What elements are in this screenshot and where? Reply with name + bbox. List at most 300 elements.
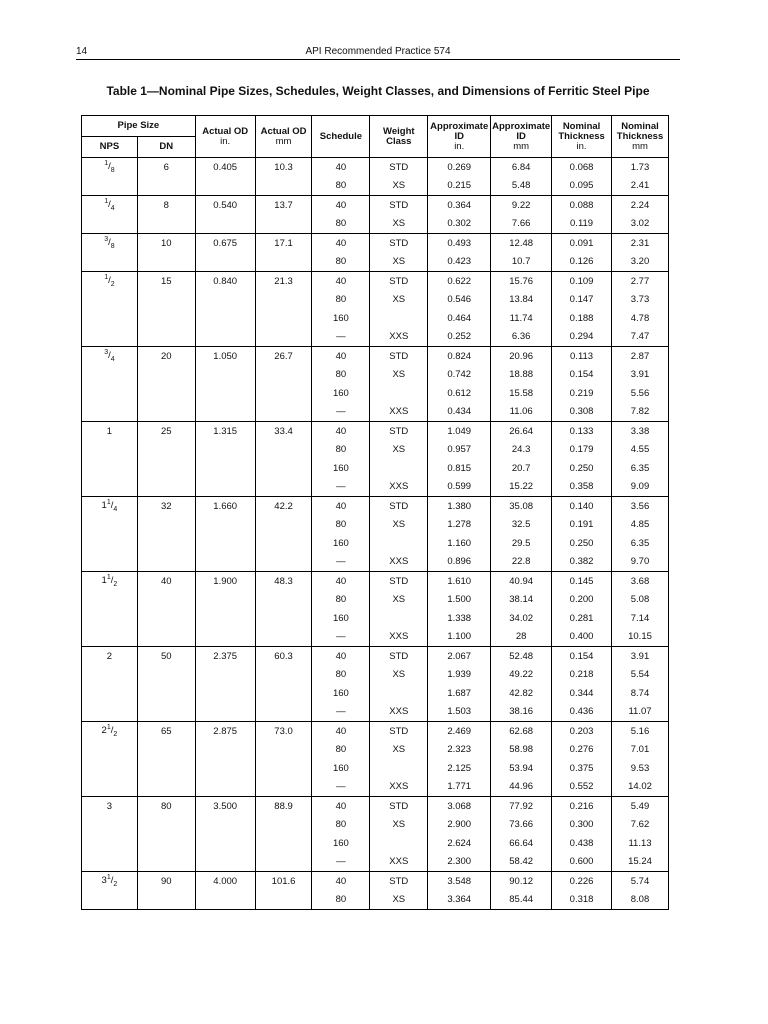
actual-od-mm-cell [255, 253, 312, 272]
approx-id-mm-cell: 62.68 [491, 722, 552, 741]
approx-id-in-cell: 0.546 [428, 291, 491, 310]
nominal-thickness-in-cell: 0.154 [552, 647, 612, 666]
table-row [82, 196, 669, 215]
weight-class-cell: STD [370, 158, 428, 177]
dn-cell [137, 366, 195, 385]
approx-id-in-cell: 0.742 [428, 366, 491, 385]
weight-class-cell: XXS [370, 478, 428, 497]
approx-id-in-cell: 0.215 [428, 177, 491, 196]
weight-class-cell: STD [370, 497, 428, 516]
nominal-thickness-mm-cell: 2.31 [612, 234, 669, 253]
table-row [82, 628, 669, 647]
dn-cell [137, 609, 195, 628]
actual-od-in-cell [195, 291, 255, 310]
nominal-thickness-in-cell: 0.218 [552, 666, 612, 685]
nps-cell: $1^1/_4$ [82, 497, 138, 516]
schedule-cell: 40 [312, 234, 370, 253]
approx-id-in-cell: 1.380 [428, 497, 491, 516]
approx-id-mm-cell: 29.5 [491, 534, 552, 553]
approx-id-in-cell: 0.957 [428, 441, 491, 460]
nominal-thickness-mm-cell: 9.70 [612, 553, 669, 572]
schedule-cell: — [312, 328, 370, 347]
weight-class-cell: STD [370, 722, 428, 741]
approx-id-mm-cell: 22.8 [491, 553, 552, 572]
actual-od-mm-cell [255, 703, 312, 722]
actual-od-in-cell [195, 609, 255, 628]
nps-cell [82, 666, 138, 685]
nominal-thickness-in-cell: 0.145 [552, 572, 612, 591]
table-row [82, 553, 669, 572]
nominal-thickness-in-cell: 0.438 [552, 834, 612, 853]
nominal-thickness-mm-cell: 7.47 [612, 328, 669, 347]
actual-od-in-cell: 2.375 [195, 647, 255, 666]
approx-id-mm-cell: 42.82 [491, 684, 552, 703]
nominal-thickness-in-cell: 0.226 [552, 872, 612, 891]
actual-od-mm-cell: 73.0 [255, 722, 312, 741]
schedule-cell: 160 [312, 609, 370, 628]
actual-od-in-cell: 1.900 [195, 572, 255, 591]
weight-class-cell [370, 759, 428, 778]
actual-od-in-cell [195, 384, 255, 403]
dn-cell [137, 778, 195, 797]
schedule-cell: 80 [312, 816, 370, 835]
actual-od-mm-cell [255, 516, 312, 535]
schedule-cell: 40 [312, 158, 370, 177]
approx-id-in-cell: 2.067 [428, 647, 491, 666]
actual-od-in-cell [195, 516, 255, 535]
actual-od-in-cell: 0.540 [195, 196, 255, 215]
nominal-thickness-mm-cell: 5.56 [612, 384, 669, 403]
nominal-thickness-in-cell: 0.436 [552, 703, 612, 722]
nps-cell [82, 816, 138, 835]
weight-class-cell: XXS [370, 553, 428, 572]
actual-od-in-cell: 1.050 [195, 347, 255, 366]
schedule-cell: 40 [312, 347, 370, 366]
actual-od-mm-cell [255, 553, 312, 572]
nominal-thickness-in-cell: 0.281 [552, 609, 612, 628]
nominal-thickness-in-cell: 0.191 [552, 516, 612, 535]
actual-od-in-cell [195, 309, 255, 328]
approx-id-in-cell: 1.610 [428, 572, 491, 591]
actual-od-in-cell: 4.000 [195, 872, 255, 891]
weight-class-cell [370, 684, 428, 703]
dn-cell [137, 741, 195, 760]
dn-cell [137, 684, 195, 703]
dn-cell [137, 591, 195, 610]
weight-class-cell [370, 309, 428, 328]
dn-cell [137, 834, 195, 853]
actual-od-mm-cell [255, 384, 312, 403]
nominal-thickness-in-cell: 0.188 [552, 309, 612, 328]
approx-id-mm-cell: 32.5 [491, 516, 552, 535]
nps-cell: $^3/_8$ [82, 234, 138, 253]
actual-od-mm-cell [255, 591, 312, 610]
approx-id-in-header: Approximate ID in. [428, 116, 491, 158]
nominal-thickness-in-header: Nominal Thickness in. [552, 116, 612, 158]
nominal-thickness-in-cell: 0.294 [552, 328, 612, 347]
nominal-thickness-in-cell: 0.088 [552, 196, 612, 215]
dn-cell: 25 [137, 422, 195, 441]
schedule-cell: 160 [312, 384, 370, 403]
nps-cell: $^1/_4$ [82, 196, 138, 215]
approx-id-in-cell: 1.278 [428, 516, 491, 535]
approx-id-mm-cell: 12.48 [491, 234, 552, 253]
schedule-cell: — [312, 853, 370, 872]
nps-cell [82, 291, 138, 310]
approx-id-mm-cell: 28 [491, 628, 552, 647]
nominal-thickness-mm-cell: 6.35 [612, 459, 669, 478]
nps-cell [82, 553, 138, 572]
approx-id-mm-cell: 20.7 [491, 459, 552, 478]
nominal-thickness-mm-cell: 3.91 [612, 366, 669, 385]
dn-cell [137, 534, 195, 553]
table-row [82, 158, 669, 177]
actual-od-in-cell [195, 834, 255, 853]
nps-cell [82, 684, 138, 703]
nps-cell [82, 384, 138, 403]
schedule-cell: 80 [312, 891, 370, 910]
nominal-thickness-mm-cell: 8.08 [612, 891, 669, 910]
actual-od-mm-cell [255, 853, 312, 872]
approx-id-mm-cell: 20.96 [491, 347, 552, 366]
actual-od-in-cell [195, 741, 255, 760]
weight-class-cell: XS [370, 441, 428, 460]
actual-od-in-cell [195, 853, 255, 872]
dn-cell: 10 [137, 234, 195, 253]
actual-od-mm-cell [255, 403, 312, 422]
nominal-thickness-mm-cell: 6.35 [612, 534, 669, 553]
actual-od-mm-cell [255, 441, 312, 460]
actual-od-in-cell [195, 215, 255, 234]
weight-class-cell [370, 609, 428, 628]
nominal-thickness-mm-cell: 7.62 [612, 816, 669, 835]
table-row [82, 572, 669, 591]
dn-cell [137, 759, 195, 778]
nominal-thickness-mm-cell: 3.68 [612, 572, 669, 591]
approx-id-mm-cell: 13.84 [491, 291, 552, 310]
table-row [82, 872, 669, 891]
nps-cell: 2 [82, 647, 138, 666]
actual-od-mm-cell [255, 366, 312, 385]
weight-class-cell: XXS [370, 778, 428, 797]
table-row [82, 177, 669, 196]
table-row [82, 478, 669, 497]
actual-od-in-cell [195, 628, 255, 647]
nominal-thickness-in-cell: 0.250 [552, 459, 612, 478]
table-row [82, 366, 669, 385]
schedule-cell: 40 [312, 196, 370, 215]
dn-cell [137, 253, 195, 272]
approx-id-mm-cell: 35.08 [491, 497, 552, 516]
header-rule [76, 59, 680, 60]
schedule-cell: 40 [312, 722, 370, 741]
table-row [82, 666, 669, 685]
table-row [82, 441, 669, 460]
nominal-thickness-mm-cell: 5.74 [612, 872, 669, 891]
schedule-cell: 80 [312, 741, 370, 760]
weight-class-cell: XS [370, 591, 428, 610]
table-row [82, 215, 669, 234]
weight-class-cell: XS [370, 291, 428, 310]
actual-od-in-cell [195, 478, 255, 497]
approx-id-mm-cell: 40.94 [491, 572, 552, 591]
table-row [82, 797, 669, 816]
actual-od-in-cell [195, 891, 255, 910]
table-row [82, 891, 669, 910]
dn-cell [137, 703, 195, 722]
table-row [82, 684, 669, 703]
table-row [82, 422, 669, 441]
table-row [82, 609, 669, 628]
dn-cell [137, 553, 195, 572]
nps-cell [82, 459, 138, 478]
actual-od-in-cell [195, 816, 255, 835]
actual-od-in-cell: 0.675 [195, 234, 255, 253]
nps-cell: $2^1/_2$ [82, 722, 138, 741]
approx-id-mm-cell: 38.16 [491, 703, 552, 722]
nominal-thickness-mm-cell: 7.01 [612, 741, 669, 760]
nps-cell [82, 741, 138, 760]
approx-id-in-cell: 0.364 [428, 196, 491, 215]
actual-od-mm-cell [255, 478, 312, 497]
approx-id-in-cell: 0.493 [428, 234, 491, 253]
approx-id-in-cell: 1.160 [428, 534, 491, 553]
nominal-thickness-mm-cell: 5.49 [612, 797, 669, 816]
nominal-thickness-mm-cell: 1.73 [612, 158, 669, 177]
schedule-cell: 40 [312, 497, 370, 516]
dn-cell: 32 [137, 497, 195, 516]
nominal-thickness-mm-cell: 7.82 [612, 403, 669, 422]
approx-id-in-cell: 1.100 [428, 628, 491, 647]
actual-od-mm-cell: 26.7 [255, 347, 312, 366]
weight-class-cell: STD [370, 234, 428, 253]
approx-id-mm-cell: 90.12 [491, 872, 552, 891]
nps-cell: $3^1/_2$ [82, 872, 138, 891]
approx-id-in-cell: 1.338 [428, 609, 491, 628]
dn-cell: 65 [137, 722, 195, 741]
actual-od-in-cell [195, 703, 255, 722]
nominal-thickness-mm-cell: 2.87 [612, 347, 669, 366]
approx-id-in-cell: 0.269 [428, 158, 491, 177]
approx-id-mm-cell: 73.66 [491, 816, 552, 835]
nominal-thickness-in-cell: 0.600 [552, 853, 612, 872]
weight-class-cell: STD [370, 272, 428, 291]
nominal-thickness-mm-cell: 4.85 [612, 516, 669, 535]
nps-cell [82, 759, 138, 778]
table-title: Table 1—Nominal Pipe Sizes, Schedules, Weight Classes, and Dimensions of Ferritic Steel Pipe [106, 84, 650, 98]
nominal-thickness-mm-cell: 10.15 [612, 628, 669, 647]
approx-id-mm-cell: 26.64 [491, 422, 552, 441]
approx-id-in-cell: 3.548 [428, 872, 491, 891]
dn-cell [137, 441, 195, 460]
approx-id-in-cell: 0.464 [428, 309, 491, 328]
nominal-thickness-in-cell: 0.318 [552, 891, 612, 910]
weight-class-header: Weight Class [370, 116, 428, 158]
approx-id-in-cell: 1.687 [428, 684, 491, 703]
table-row [82, 853, 669, 872]
actual-od-mm-cell: 42.2 [255, 497, 312, 516]
dn-cell [137, 478, 195, 497]
schedule-cell: 80 [312, 253, 370, 272]
table-row [82, 703, 669, 722]
schedule-cell: 40 [312, 272, 370, 291]
dn-cell [137, 215, 195, 234]
actual-od-mm-cell [255, 534, 312, 553]
table-row [82, 328, 669, 347]
running-title: API Recommended Practice 574 [305, 46, 451, 57]
weight-class-cell: STD [370, 572, 428, 591]
nominal-thickness-in-cell: 0.113 [552, 347, 612, 366]
actual-od-in-cell [195, 591, 255, 610]
dn-cell: 80 [137, 797, 195, 816]
nominal-thickness-mm-cell: 5.54 [612, 666, 669, 685]
schedule-cell: — [312, 478, 370, 497]
nominal-thickness-mm-cell: 9.53 [612, 759, 669, 778]
nominal-thickness-mm-cell: 15.24 [612, 853, 669, 872]
actual-od-mm-cell [255, 628, 312, 647]
table-body [82, 158, 669, 910]
page-number: 14 [76, 46, 88, 57]
approx-id-mm-cell: 11.06 [491, 403, 552, 422]
nominal-thickness-mm-cell: 4.55 [612, 441, 669, 460]
nominal-thickness-mm-header: Nominal Thickness mm [612, 116, 669, 158]
actual-od-mm-cell: 13.7 [255, 196, 312, 215]
nps-cell: 1 [82, 422, 138, 441]
table-row [82, 234, 669, 253]
actual-od-mm-cell [255, 816, 312, 835]
actual-od-in-cell: 1.660 [195, 497, 255, 516]
nps-cell [82, 778, 138, 797]
actual-od-in-cell [195, 403, 255, 422]
weight-class-cell [370, 834, 428, 853]
table-row [82, 497, 669, 516]
actual-od-mm-cell [255, 891, 312, 910]
nps-cell: $1^1/_2$ [82, 572, 138, 591]
nominal-thickness-in-cell: 0.179 [552, 441, 612, 460]
weight-class-cell: XS [370, 666, 428, 685]
nominal-thickness-in-cell: 0.203 [552, 722, 612, 741]
weight-class-cell: STD [370, 797, 428, 816]
schedule-header: Schedule [312, 116, 370, 158]
schedule-cell: 40 [312, 797, 370, 816]
schedule-cell: 80 [312, 215, 370, 234]
nps-cell: $^3/_4$ [82, 347, 138, 366]
nominal-thickness-in-cell: 0.308 [552, 403, 612, 422]
actual-od-in-cell [195, 366, 255, 385]
nominal-thickness-in-cell: 0.250 [552, 534, 612, 553]
nps-cell: $^1/_2$ [82, 272, 138, 291]
table-row [82, 647, 669, 666]
weight-class-cell: XS [370, 215, 428, 234]
weight-class-cell: XS [370, 253, 428, 272]
approx-id-in-cell: 0.599 [428, 478, 491, 497]
nominal-thickness-in-cell: 0.140 [552, 497, 612, 516]
approx-id-in-cell: 1.939 [428, 666, 491, 685]
actual-od-in-cell [195, 459, 255, 478]
nominal-thickness-in-cell: 0.400 [552, 628, 612, 647]
actual-od-mm-cell: 101.6 [255, 872, 312, 891]
actual-od-in-cell [195, 328, 255, 347]
nominal-thickness-in-cell: 0.358 [552, 478, 612, 497]
approx-id-mm-header: Approximate ID mm [491, 116, 552, 158]
approx-id-mm-cell: 18.88 [491, 366, 552, 385]
schedule-cell: 160 [312, 759, 370, 778]
actual-od-in-cell [195, 684, 255, 703]
approx-id-in-cell: 0.302 [428, 215, 491, 234]
nps-cell [82, 628, 138, 647]
actual-od-mm-cell [255, 778, 312, 797]
actual-od-in-header: Actual OD in. [195, 116, 255, 158]
actual-od-mm-cell [255, 291, 312, 310]
approx-id-in-cell: 2.624 [428, 834, 491, 853]
schedule-cell: — [312, 403, 370, 422]
nps-cell [82, 534, 138, 553]
nominal-thickness-in-cell: 0.068 [552, 158, 612, 177]
approx-id-mm-cell: 5.48 [491, 177, 552, 196]
approx-id-in-cell: 2.323 [428, 741, 491, 760]
table-row [82, 309, 669, 328]
approx-id-mm-cell: 66.64 [491, 834, 552, 853]
actual-od-in-cell [195, 177, 255, 196]
nominal-thickness-mm-cell: 5.16 [612, 722, 669, 741]
dn-cell [137, 328, 195, 347]
actual-od-in-cell [195, 534, 255, 553]
table-row [82, 347, 669, 366]
approx-id-in-cell: 3.364 [428, 891, 491, 910]
nps-cell [82, 215, 138, 234]
nominal-thickness-in-cell: 0.109 [552, 272, 612, 291]
actual-od-in-cell: 0.840 [195, 272, 255, 291]
dn-cell: 90 [137, 872, 195, 891]
approx-id-mm-cell: 9.22 [491, 196, 552, 215]
approx-id-in-cell: 1.503 [428, 703, 491, 722]
schedule-cell: 80 [312, 591, 370, 610]
nominal-thickness-mm-cell: 14.02 [612, 778, 669, 797]
nominal-thickness-mm-cell: 5.08 [612, 591, 669, 610]
approx-id-mm-cell: 7.66 [491, 215, 552, 234]
nominal-thickness-in-cell: 0.344 [552, 684, 612, 703]
actual-od-mm-cell [255, 666, 312, 685]
nps-cell: $^1/_8$ [82, 158, 138, 177]
weight-class-cell: XXS [370, 403, 428, 422]
approx-id-in-cell: 0.622 [428, 272, 491, 291]
actual-od-in-cell [195, 666, 255, 685]
nominal-thickness-in-cell: 0.154 [552, 366, 612, 385]
table-row [82, 759, 669, 778]
actual-od-mm-cell: 10.3 [255, 158, 312, 177]
dn-cell [137, 403, 195, 422]
table-row [82, 834, 669, 853]
weight-class-cell: STD [370, 196, 428, 215]
schedule-cell: 80 [312, 177, 370, 196]
nominal-thickness-mm-cell: 2.41 [612, 177, 669, 196]
nps-cell [82, 309, 138, 328]
approx-id-in-cell: 0.612 [428, 384, 491, 403]
dn-cell [137, 891, 195, 910]
nominal-thickness-in-cell: 0.147 [552, 291, 612, 310]
nominal-thickness-mm-cell: 9.09 [612, 478, 669, 497]
weight-class-cell: XS [370, 366, 428, 385]
weight-class-cell: XXS [370, 703, 428, 722]
approx-id-mm-cell: 77.92 [491, 797, 552, 816]
approx-id-mm-cell: 85.44 [491, 891, 552, 910]
weight-class-cell: XS [370, 816, 428, 835]
nominal-thickness-mm-cell: 2.77 [612, 272, 669, 291]
page-header [76, 46, 680, 60]
dn-cell [137, 177, 195, 196]
nps-cell [82, 366, 138, 385]
schedule-cell: 40 [312, 647, 370, 666]
